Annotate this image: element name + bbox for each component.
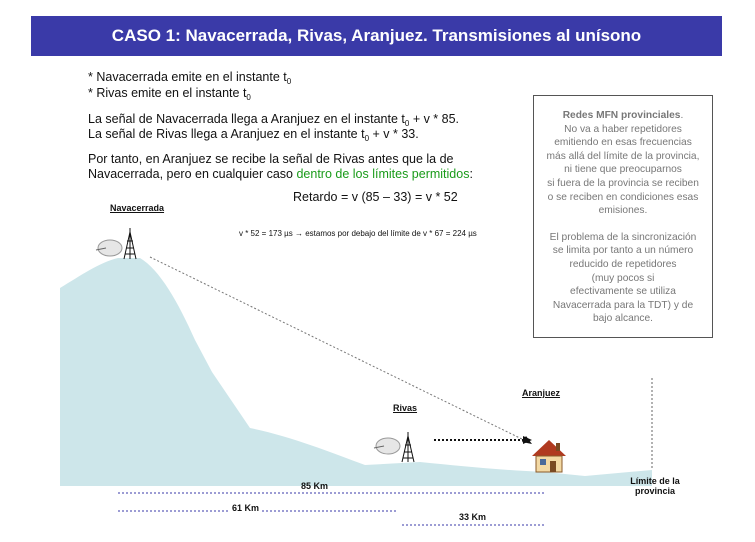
label-aranjuez: Aranjuez [522, 388, 561, 398]
aranjuez-house [532, 440, 566, 472]
label-rivas: Rivas [393, 403, 418, 413]
highlight-limites: dentro de los límites permitidos [296, 167, 470, 181]
slide-title: CASO 1: Navacerrada, Rivas, Aranjuez. Transmisiones al unísono [31, 16, 722, 56]
line-rivas-llega: La señal de Rivas llega a Aranjuez en el instante $t_0 + v * 33$. [88, 127, 419, 143]
retardo-formula: Retardo = v (85 – 33) = v * 52 [293, 190, 458, 204]
delay-note: v * 52 = 173 µs → estamos por debajo del límite de v * 67 = 224 µs [239, 229, 477, 238]
line-dentro-limites: Navacerrada, pero en cualquier caso dentro de los límites permitidos: [88, 167, 473, 181]
line-por-tanto: Por tanto, en Aranjuez se recibe la señal de Rivas antes que la de [88, 152, 454, 166]
rivas-tower [402, 432, 414, 462]
side-note-p1: Redes MFN provinciales. No va a haber repetidores emitiendo en esas frecuencias más allá del límite de la provincia, ni tiene que preocuparnos si fuera de la provincia se reciben o se reciben en condiciones esas emisiones. [546, 110, 700, 217]
line-rivas-emite: * Rivas emite en el instante $t_0$ [88, 86, 251, 102]
label-85km: 85 Km [301, 481, 329, 491]
navacerrada-dish [96, 240, 122, 256]
label-33km: 33 Km [459, 512, 487, 522]
label-limite-provincia: Límite de la provincia [630, 476, 680, 496]
terrain-profile [60, 258, 652, 486]
rivas-dish [374, 438, 400, 454]
navacerrada-tower [124, 228, 136, 259]
label-61km: 61 Km [232, 503, 260, 513]
side-note-heading: Redes MFN provinciales [562, 110, 681, 121]
line-navacerrada-llega: La señal de Navacerrada llega a Aranjuez en el instante $t_0 + v * 85$. [88, 112, 460, 128]
label-navacerrada: Navacerrada [110, 203, 165, 213]
side-note-p2: El problema de la sincronización se limita por tanto a un número reducido de repetidores (muy pocos si efectivamente se utiliza Navacerrada para la TDT) y de bajo alcance. [549, 231, 697, 325]
line-navacerrada-emite: * Navacerrada emite en el instante $t_0$ [88, 70, 292, 86]
